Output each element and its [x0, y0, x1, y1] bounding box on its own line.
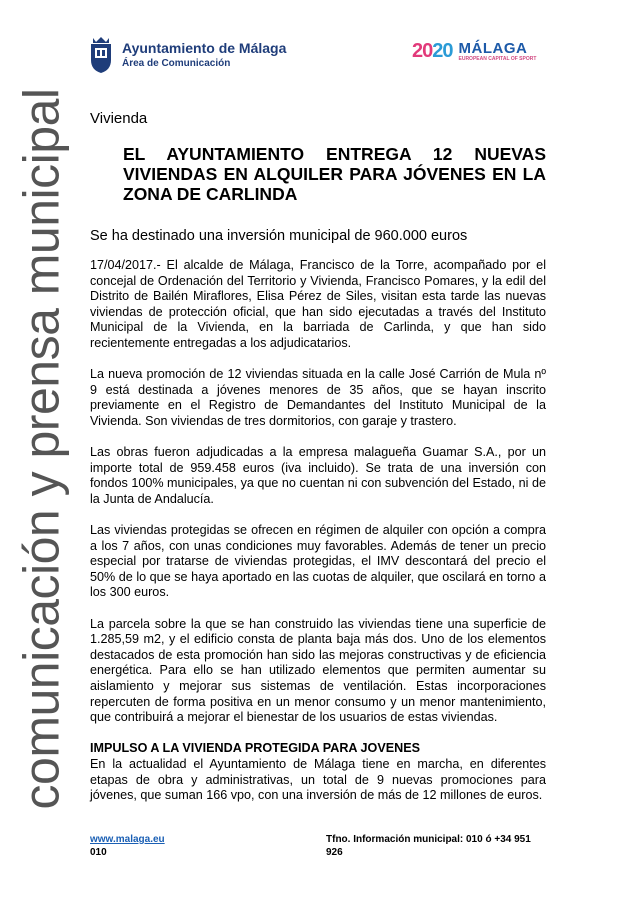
org-name: Ayuntamiento de Málaga	[122, 40, 287, 56]
paragraph: Las viviendas protegidas se ofrecen en régimen de alquiler con opción a compra a los 7 años, con unas condiciones muy favorables. Además de tener un precio especial por tratarse de viviendas protegidas, el IMV descontará del precio el 50% de lo que se haya aportado en las cuotas de alquiler, que oscilará en torno a los 300 euros.	[90, 523, 546, 600]
ayuntamiento-logo	[88, 36, 286, 74]
paragraph: 17/04/2017.- El alcalde de Málaga, Francisco de la Torre, acompañado por el concejal de Ordenación del Territorio y Vivienda, Francisco Pomares, y la edil del Distrito de Bailén Miraflores, Elisa Pérez de Siles, visitan esta tarde las nuevas viviendas de protección oficial, que han sido ejecutadas a través del Instituto Municipal de la Vivienda, en la barriada de Carlinda, y que han sido recientemente entregadas a los adjudicatarios.	[90, 258, 546, 350]
year-part-2: 20	[432, 40, 453, 62]
article-headline: EL AYUNTAMIENTO ENTREGA 12 NUEVAS VIVIENDAS EN ALQUILER PARA JÓVENES EN LA ZONA DE CARLINDA	[123, 144, 546, 204]
coat-of-arms-icon	[88, 36, 114, 74]
paragraph: Las obras fueron adjudicadas a la empresa malagueña Guamar S.A., por un importe total de 959.458 euros (iva incluido). Se trata de una inversión con fondos 100% municipales, ya que no cuentan ni con subvención del Estado, ni de la Junta de Andalucía.	[90, 445, 546, 506]
year-part-1: 20	[412, 40, 433, 62]
footer	[90, 833, 546, 859]
section-heading: IMPULSO A LA VIVIENDA PROTEGIDA PARA JOVENES	[90, 741, 421, 756]
year-mark	[412, 40, 453, 63]
phone-info: Tfno. Información municipal: 010 ó +34 951 926	[326, 834, 531, 858]
phone-continuation: 010	[90, 847, 107, 858]
event-city: MÁLAGA	[458, 40, 528, 57]
event-tagline: EUROPEAN CAPITAL OF SPORT	[458, 55, 537, 62]
section-label: Vivienda	[90, 110, 148, 127]
paragraph: La parcela sobre la que se han construido las viviendas tiene una superficie de 1.285,59 m2, y el edificio consta de planta baja más dos. Uno de los elementos destacados de esta promoción han sido las mejoras constructivas y de eficiencia energética. Para ello se han utilizado elementos que permiten aumentar su aislamiento y mejorar sus sistemas de ventilación. Estas incorporaciones repercuten de forma positiva en un menor consumo y un menor mantenimiento, que contribuirá a mejorar el bienestar de los usuarios de estas viviendas.	[90, 616, 546, 725]
org-department: Área de Comunicación	[122, 57, 231, 69]
article-subtitle: Se ha destinado una inversión municipal de 960.000 euros	[90, 228, 468, 244]
sidebar-text: comunicación y prensa municipal	[13, 88, 70, 810]
website-link[interactable]: www.malaga.eu	[90, 834, 165, 845]
paragraph: La nueva promoción de 12 viviendas situada en la calle José Carrión de Mula nº 9 está destinada a jóvenes menores de 35 años, que se hayan inscrito previamente en el Registro de Demandantes del Instituto Municipal de la Vivienda. Son viviendas de tres dormitorios, con garaje y trastero.	[90, 367, 546, 428]
article-body	[90, 258, 546, 804]
european-capital-sport-logo	[412, 40, 536, 63]
paragraph: En la actualidad el Ayuntamiento de Málaga tiene en marcha, en diferentes etapas de obra y administrativas, un total de 9 nuevas promociones para jóvenes, que suman 166 vpo, con una inversión de más de 12 millones de euros.	[90, 757, 546, 803]
sidebar-vertical-title	[6, 90, 76, 808]
